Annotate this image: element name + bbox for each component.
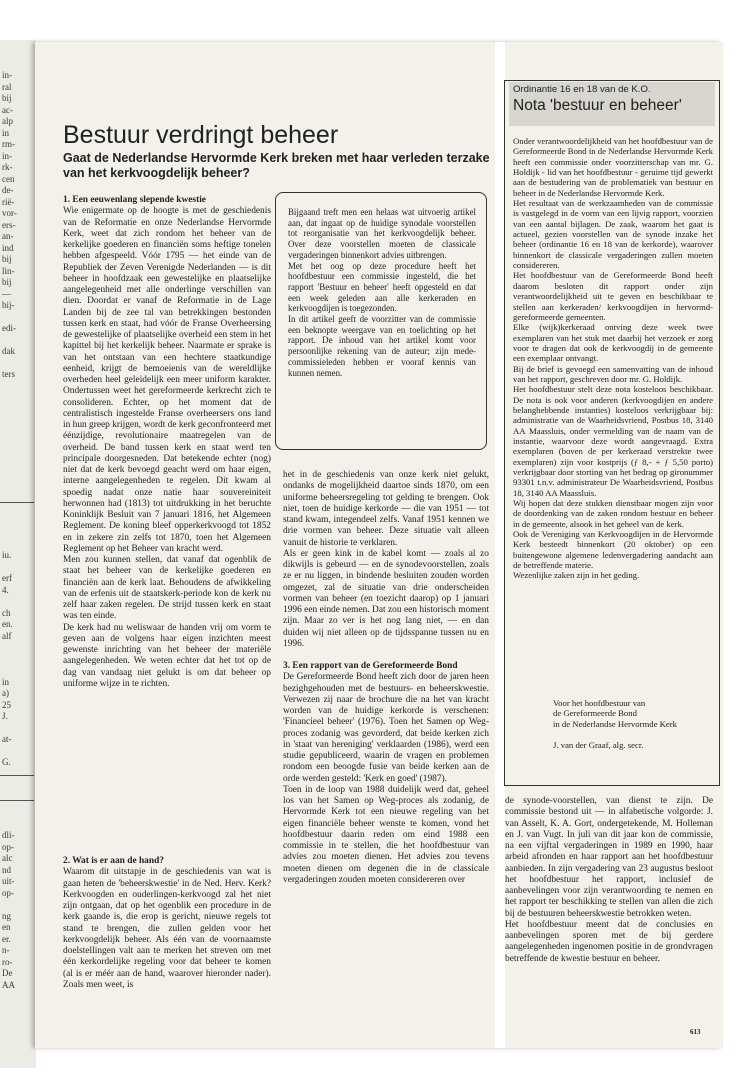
- spine-text-fragment: edi-: [2, 323, 16, 333]
- spine-text-fragment: rm-: [2, 139, 15, 149]
- spine-text-fragment: erf: [2, 573, 12, 583]
- announcement-body: [513, 136, 713, 581]
- spine-text-fragment: bij-: [2, 300, 15, 310]
- spine-text-fragment: AA: [2, 979, 15, 990]
- spine-text-fragment: bij: [2, 254, 12, 264]
- spine-text-fragment: op-: [2, 841, 14, 852]
- signature-line: Voor het hoofdbestuur van: [553, 698, 646, 708]
- spine-text-fragment: de-: [2, 185, 14, 195]
- magazine-page: [35, 42, 723, 1048]
- spine-text-fragment: n-: [2, 945, 10, 955]
- paragraph: Als er geen kink in de kabel komt — zoals al zo dikwijls is gebeurd — en de synodevoorstellen, zoals ze er nu liggen, in bindende besluiten zouden worden omgezet, zal de situatie van drie onderscheiden vormen van beheer (en toezicht daarop) op 1 januari 1996 een einde nemen. Dat zou een historisch moment zijn. Maar zo ver is het nog lang niet, — en dan duiden wij niet alleen op de tijdsspanne tussen nu en 1996.: [283, 548, 489, 649]
- spine-text-fragment: in-: [2, 70, 12, 80]
- note-paragraph: Bijgaand treft men een helaas wat uitvoerig artikel aan, dat ingaat op de huidige synodale voorstellen tot reorganisatie van het kerkvoogdelijk beheer. Over deze voorstellen moeten de classicale vergaderingen binnenkort advies uitbrengen.: [288, 207, 476, 260]
- paragraph: Het hoofdbestuur meent dat de conclusies en aanbevelingen sporen met de bij gerdere aangelegenheden ingenomen positie in de grondvragen betreffende de kwestie bestuur en beheer.: [505, 919, 713, 964]
- spine-text-fragment: alf: [2, 630, 12, 641]
- signature-line: in de Nederlandse Hervormde Kerk: [553, 718, 677, 729]
- note-paragraph: Met het oog op deze procedure heeft het hoofdbestuur een commissie ingesteld, die het rapport 'Bestuur en beheer' heeft opgesteld en dat een week geleden aan alle kerkeraden en kerkvoogdijen is toegezonden.: [288, 260, 476, 314]
- paragraph: Waarom dit uitstapje in de geschiedenis van wat is gaan heten de 'beheerskwestie' in de Ned. Herv. Kerk? Kerkvoogden en ouderlingen-kerkvoogd zal het niet zijn ontgaan, dat op het ogenblik een procedure in de kerk gaande is, die erop is gericht, nieuwe regels tot stand te brengen, die zullen gelden voor het kerkvoogdelijk beheer. Als één van de voornaamste doelstellingen valt aan te merken het streven om met één kerkordelijke regeling voor dat beheer te komen (al is er méér aan de hand, waarover hieronder nader). Zoals men weet, is: [63, 867, 271, 990]
- spine-text-fragment: ch: [2, 607, 11, 618]
- column-3-bottom: [505, 796, 713, 965]
- spine-text-fragment: ng: [2, 910, 11, 921]
- spine-text-fragment: 25: [2, 699, 11, 710]
- page-number: 613: [690, 1028, 701, 1036]
- spine-text-fragment: alc: [2, 853, 13, 863]
- paragraph: het in de geschiedenis van onze kerk niet gelukt, ondanks de mogelijkheid daartoe sinds 1870, om een uniforme beheersregeling tot gelding te brengen. Ook niet, toen de huidige kerkorde — die van 1951 — tot stand kwam, integendeel zelfs. Vanaf 1951 kennen we drie vormen van beheer. Deze situatie valt alleen vanuit de historie te verklaren.: [283, 470, 489, 548]
- spine-text-fragment: rië-: [2, 196, 15, 207]
- spine-text-fragment: in: [2, 676, 10, 687]
- spine-rule: [0, 775, 34, 776]
- spine-text-fragment: G.: [2, 757, 11, 767]
- spine-text-fragment: in: [2, 127, 10, 138]
- spine-text-fragment: bij: [2, 93, 12, 103]
- spine-text-fragment: cen: [2, 173, 15, 184]
- spine-text-fragment: nd: [2, 864, 11, 875]
- spine-text-fragment: ters: [2, 369, 15, 379]
- column-1-top: [63, 195, 271, 690]
- paragraph: Het hoofdbestuur stelt deze nota kosteloos beschikbaar. De nota is ook voor anderen (kerkvoogdijen en andere belanghebbende instanties) kosteloos verkrijgbaar bij: administratie van de Waarheidsvriend, Postbus 18, 3140 AA Maassluis, onder vermelding van de naam van de instantie, waarvoor deze wordt aangevraagd. Extra exemplaren (boven de per kerkeraad verstrekte twee exemplaren) zijn voor kostprijs (ƒ 8,- + ƒ 5,50 porto) verkrijgbaar door storting van het bedrag op gironummer 93301 t.n.v. administrateur De Waarheidsvriend, Postbus 18, 3140 AA Maassluis.: [513, 384, 713, 498]
- paragraph: Wie enigermate op de hoogte is met de geschiedenis van de Reformatie en onze Nederlandse Hervormde Kerk, weet dat zich rondom het beheer van de kerkelijke goederen en financiën soms heftige tonelen hebben afgespeeld. Vóór 1795 — het einde van de Republiek der Zeven Verenigde Nederlanden — is dit beheer in hoofdzaak een gewestelijke en plaatselijke aangelegenheid met alle onderlinge verschillen van dien. Doordat er vanaf de Reformatie in de Lage Landen bij de zee tal van betrekkingen bestonden tussen kerk en staat, had vóór de Franse Overheersing de gewestelijke of plaatselijke overheid een stem in het kapittel bij het kerkelijk beheer. Naarmate er sprake is van het ontstaan van een hechtere staatkundige eenheid, krijgt de bemoeienis van de wereldlijke overheden heel geleidelijk een meer uniform karakter. Ondertussen weet het gereformeerde kerkrecht zich te consolideren. Echter, op het moment dat de centralistisch ingestelde Franse overheersers ons land in hun greep krijgen, wordt de kerk geconfronteerd met éénzijdige, revolutionaire maatregelen van de overheid. De band tussen kerk en staat werd ten principale doorgesneden. Dat betekende echter (nog) niet dat de kerk bevoegd geacht werd om haar eigen, interne aangelegenheden te regelen. Dit kwam al spoedig nadat onze natie haar souvereiniteit herwonnen had (1813) tot uitdrukking in het beruchte Koninklijk Besluit van 7 januari 1816, het Algemeen Reglement. De koning bleef opperkerkvoogd tot 1852 en in zekere zin zelfs tot 1870, toen het Algemeen Reglement op het Beheer van kracht werd.: [63, 206, 271, 554]
- signature-block: [553, 698, 713, 751]
- section-heading: 1. Een eeuwenlang slepende kwestie: [63, 195, 206, 205]
- spine-text-fragment: dak: [2, 346, 15, 356]
- spine-text-fragment: er.: [2, 933, 11, 944]
- spine-text-fragment: bij: [2, 277, 12, 287]
- paragraph: Ook de Vereniging van Kerkvoogdijen in de Hervormde Kerk besteedt binnenkort (20 oktober) op een buitengewone algemene ledenvergadering aandacht aan de betreffende materie.: [513, 529, 713, 571]
- spine-text-fragment: in-: [2, 150, 12, 161]
- signature-author: J. van der Graaf, alg. secr.: [553, 740, 644, 751]
- paragraph: Het resultaat van de werkzaamheden van de commissie is vastgelegd in de vorm van een lijvig rapport, voorzien van een aantal bijlagen. De zaak, waarom het gaat is actueel, gezien voorstellen van de synode inzake het beheer (ordinantie 16 en 18 van de kerkorde), waarover binnenkort de classicale vergaderingen zullen moeten considereren.: [513, 198, 713, 271]
- paragraph: Het hoofdbestuur van de Gereformeerde Bond heeft daarom besloten dit rapport onder zijn verantwoordelijkheid uit te geven en beschikbaar te stellen aan kerkeraden/ kerkvoogdijen in hervormd-gereformeerde gemeenten.: [513, 270, 713, 322]
- section-heading: 2. Wat is er aan de hand?: [63, 856, 164, 866]
- article-subtitle: Gaat de Nederlandse Hervormde Kerk breken met haar verleden terzake van het kerkvoogdelijk beheer?: [63, 151, 490, 180]
- paragraph: Wezenlijke zaken zijn in het geding.: [513, 570, 640, 581]
- spine-text-fragment: rk-: [2, 162, 13, 172]
- paragraph: Onder verantwoordelijkheid van het hoofdbestuur van de Gereformeerde Bond in de Nederlandse Hervormde Kerk heeft een commissie onder voorzitterschap van mr. G. Holdijk - lid van het hoofdbestuur - geruime tijd gewerkt aan de bestudering van de problematiek van bestuur en beheer in de Nederlandse Hervormde Kerk.: [513, 136, 713, 198]
- spine-text-fragment: ind: [2, 242, 14, 253]
- spine-text-fragment: an-: [2, 231, 14, 241]
- spine-text-fragment: ac-: [2, 104, 13, 115]
- spine-text-fragment: vor-: [2, 208, 17, 218]
- article-title: Bestuur verdringt beheer: [63, 121, 339, 149]
- spine-text-fragment: at-: [2, 734, 12, 744]
- spine-text-fragment: 4.: [2, 584, 9, 595]
- paragraph: Elke (wijk)kerkeraad ontving deze week twee exemplaren van het stuk met daarbij het verzoek er zorg voor te dragen dat ook de kerkvoogdij in de gemeente een exemplaar ontvangt.: [513, 322, 713, 364]
- paragraph: De Gereformeerde Bond heeft zich door de jaren heen bezighgehouden met de bestuurs- en beheerskwestie. Verwezen zij naar de brochure die na het van kracht worden van de huidige kerkorde is verschenen: 'Financieel beheer' (1976). Toen het Samen op Weg-proces zodanig was gevorderd, dat beide kerken zich in 'staat van hereniging' verklaarden (1986), werd een studie gepubliceerd, waarin de vragen en problemen rondom een beoogde fusie van beide kerken aan de orde werden gesteld: 'Kerk en goed' (1987).: [283, 672, 489, 784]
- spine-text-fragment: en: [2, 922, 11, 932]
- spine-text-fragment: dli-: [2, 830, 15, 840]
- signature-line: de Gereformeerde Bond: [553, 708, 637, 719]
- column-1-bottom: [63, 856, 271, 991]
- spine-text-fragment: ers-: [2, 219, 16, 230]
- paragraph: Men zou kunnen stellen, dat vanaf dat ogenblik de staat het beheer van de kerkelijke goederen en financiën aan de kerk laat. Behoudens de afwikkeling van de erfenis uit de staatskerk-periode kon de kerk nu zelf haar zaken regelen. De strijd tussen kerk en staat was ten einde.: [63, 555, 271, 622]
- announcement-subtitle: Ordinantie 16 en 18 van de K.O.: [513, 84, 651, 95]
- spine-text-fragment: ro-: [2, 956, 13, 967]
- spine-text-fragment: alp: [2, 116, 13, 126]
- announcement-title: Nota 'bestuur en beheer': [513, 97, 682, 114]
- spine-text-fragment: J.: [2, 711, 8, 721]
- editorial-note-box: [275, 192, 487, 450]
- paragraph: de synode-voorstellen, van dienst te zijn. De commissie bestond uit — in alfabetische volgorde: J. van Asselt, K. A. Gort, ondergetekende, M. Holleman en J. van Vugt. In juli van dit jaar kon de commissie, na een vijftal vergaderingen in 1989 en 1990, haar arbeid afronden en haar rapport aan het hoofdbestuur aanbieden. In zijn vergadering van 23 augustus besloot het hoofdbestuur het rapport, inclusief de aanbevelingen voor zijn verantwoording te nemen en het rapport ter beschikking te stellen van allen die zich bij de bestuuren beheerskwestie betrokken weten.: [505, 796, 713, 919]
- spine-text-fragment: iu.: [2, 550, 12, 560]
- paragraph: De kerk had nu weliswaar de handen vrij om vorm te geven aan de volgens haar eigen inzichten meest gewenste inrichting van het beheer der materiële aangelegenheden. We weten echter dat het tot op de dag van vandaag niet gelukt is om dat beheer op uniforme wijze in te richten.: [63, 622, 271, 689]
- spine-text-fragment: uit-: [2, 876, 15, 886]
- paragraph: Toen in de loop van 1988 duidelijk werd dat, geheel los van het Samen op Weg-proces als zodanig, de Hervormde Kerk tot een nieuwe regeling van het eigen financiële beheer wenste te komen, vond het hoofdbestuur daarin reden om eind 1988 een commissie in te stellen, die het hoofdbestuur van advies zou moeten dienen. Het advies zou tevens moeten dienen om degenen die in de classicale vergaderingen zouden moeten considereren over: [283, 784, 489, 885]
- section-heading: 3. Een rapport van de Gereformeerde Bond: [283, 661, 458, 671]
- spine-rule: [0, 502, 34, 503]
- paragraph: Wij hopen dat deze stukken dienstbaar mogen zijn voor de doordenking van de zaken rondom bestuur en beheer in de gemeente, alsook in het geheel van de kerk.: [513, 498, 713, 529]
- spine-text-fragment: op-: [2, 887, 14, 898]
- spine-rule: [0, 800, 34, 801]
- spine-text-fragment: —: [2, 288, 11, 299]
- column-2: [283, 470, 489, 886]
- spine-text-fragment: a): [2, 688, 9, 698]
- paragraph: Bij de brief is gevoegd een samenvatting van de inhoud van het rapport, geschreven door mr. G. Holdijk.: [513, 363, 713, 384]
- adjacent-page-edge: [0, 40, 36, 1068]
- spine-text-fragment: ral: [2, 81, 12, 92]
- spine-text-fragment: De: [2, 968, 13, 978]
- spine-text-fragment: en.: [2, 619, 13, 629]
- spine-text-fragment: lin-: [2, 265, 15, 276]
- note-paragraph: In dit artikel geeft de voorzitter van de commissie een beknopte weergave van en toelichting op het rapport. De inhoud van het artikel komt voor persoonlijke rekening van de auteur; zijn mede-commissieleden hebben er vooraf kennis van kunnen nemen.: [288, 314, 476, 378]
